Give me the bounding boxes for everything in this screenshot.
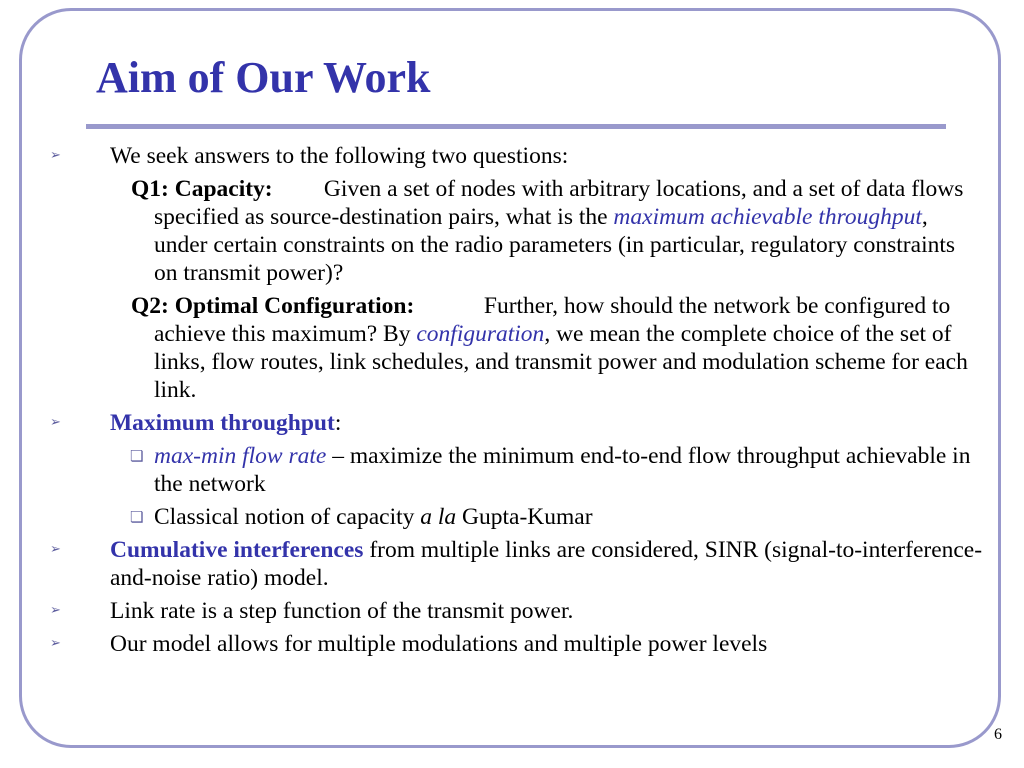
bullet-highlight: Maximum throughput — [110, 410, 335, 436]
slide-body — [0, 142, 1024, 663]
page-number: 6 — [994, 726, 1002, 743]
q1-text-b: , under certain constraints on the radio parameters (in particular, regulatory constraints on transmit power)? — [154, 204, 956, 286]
q2-label: Q2: Optimal Configuration: — [131, 293, 415, 319]
bullet-text: from multiple links are considered, SINR (signal-to-interference-and-noise ratio) model. — [110, 537, 983, 591]
sub-bullet-item — [0, 442, 1024, 498]
q1-label: Q1: Capacity: — [131, 176, 273, 202]
bullet-item — [0, 142, 1024, 170]
q2-text-a: Further, how should the network be configured to achieve this maximum? By — [154, 293, 951, 347]
arrowhead-bullet-icon: ➢ — [50, 542, 61, 557]
bullet-text: Our model allows for multiple modulations and multiple power levels — [110, 631, 768, 657]
arrowhead-bullet-icon: ➢ — [50, 415, 61, 430]
bullet-highlight: Cumulative interferences — [110, 537, 364, 563]
sub-bullet-text: – maximize the minimum end-to-end flow throughput achievable in the network — [154, 443, 971, 497]
question-q2 — [0, 292, 1024, 404]
q1-emphasis: maximum achievable throughput — [613, 204, 922, 230]
sub-bullet-text-a: Classical notion of capacity — [154, 504, 421, 530]
title-underline — [86, 124, 946, 129]
bullet-item — [0, 630, 1024, 658]
bullet-text: We seek answers to the following two questions: — [110, 143, 569, 169]
sub-bullet-emphasis: a la — [420, 504, 457, 530]
bullet-text: Link rate is a step function of the transmit power. — [110, 598, 574, 624]
bullet-item — [0, 409, 1024, 437]
sub-bullet-emphasis: max-min flow rate — [154, 443, 327, 469]
bullet-suffix: : — [334, 410, 342, 436]
arrowhead-bullet-icon: ➢ — [50, 636, 61, 651]
q2-emphasis: configuration — [416, 321, 545, 347]
hollow-square-bullet-icon: ❏ — [130, 508, 144, 526]
question-q1 — [0, 175, 1024, 287]
sub-bullet-item — [0, 503, 1024, 531]
slide-title: Aim of Our Work — [96, 53, 431, 102]
q1-text-a: Given a set of nodes with arbitrary locations, and a set of data flows specified as source-destination pairs, what is the — [154, 176, 964, 230]
bullet-item — [0, 597, 1024, 625]
arrowhead-bullet-icon: ➢ — [50, 148, 61, 163]
q2-text-b: , we mean the complete choice of the set of links, flow routes, link schedules, and transmit power and modulation scheme for each link. — [154, 321, 968, 403]
bullet-item — [0, 536, 1024, 592]
arrowhead-bullet-icon: ➢ — [50, 603, 61, 618]
sub-bullet-text-b: Gupta-Kumar — [456, 504, 593, 530]
hollow-square-bullet-icon: ❏ — [130, 447, 144, 465]
